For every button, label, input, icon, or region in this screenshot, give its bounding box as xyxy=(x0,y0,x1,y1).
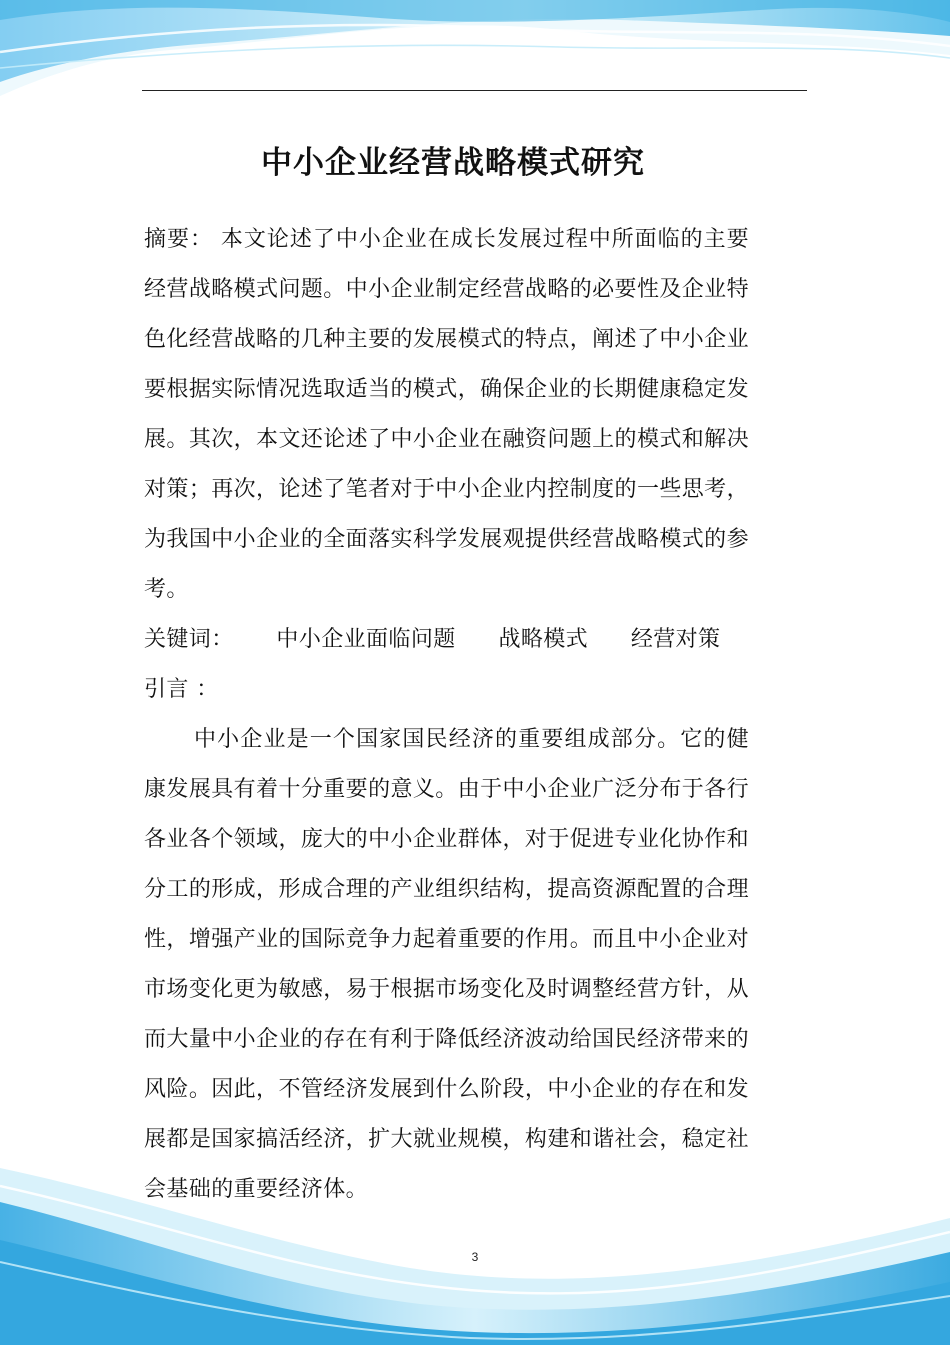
page-number: 3 xyxy=(471,1250,479,1264)
keyword-item: 经营对策 xyxy=(630,627,721,652)
keywords-line xyxy=(144,615,749,665)
introduction-label: 引言 ： xyxy=(144,677,219,702)
keywords-label: 关键词： xyxy=(144,627,234,652)
header-rule xyxy=(142,90,807,91)
keyword-item: 战略模式 xyxy=(498,627,589,652)
document-title: 中小企业经营战略模式研究 xyxy=(261,144,645,181)
abstract-paragraph: 摘要： 本文论述了中小企业在成长发展过程中所面临的主要经营战略模式问题。中小企业制定经营战略的必要性及企业特色化经营战略的几种主要的发展模式的特点，阐述了中小企业要根据实际情况选取适当的模式，确保企业的长期健康稳定发展。其次，本文还论述了中小企业在融资问题上的模式和解决对策；再次，论述了笔者对于中小企业内控制度的一些思考，为我国中小企业的全面落实科学发展观提供经营战略模式的参考。 xyxy=(144,227,749,602)
keyword-item: 中小企业面临问题 xyxy=(276,627,456,652)
introduction-paragraph: 中小企业是一个国家国民经济的重要组成部分。它的健康发展具有着十分重要的意义。由于中小企业广泛分布于各行各业各个领域，庞大的中小企业群体，对于促进专业化协作和分工的形成，形成合理的产业组织结构，提高资源配置的合理性，增强产业的国际竞争力起着重要的作用。而且中小企业对市场变化更为敏感，易于根据市场变化及时调整经营方针，从而大量中小企业的存在有利于降低经济波动给国民经济带来的风险。因此，不管经济发展到什么阶段，中小企业的存在和发展都是国家搞活经济，扩大就业规模，构建和谐社会，稳定社会基础的重要经济体。 xyxy=(144,727,749,1202)
